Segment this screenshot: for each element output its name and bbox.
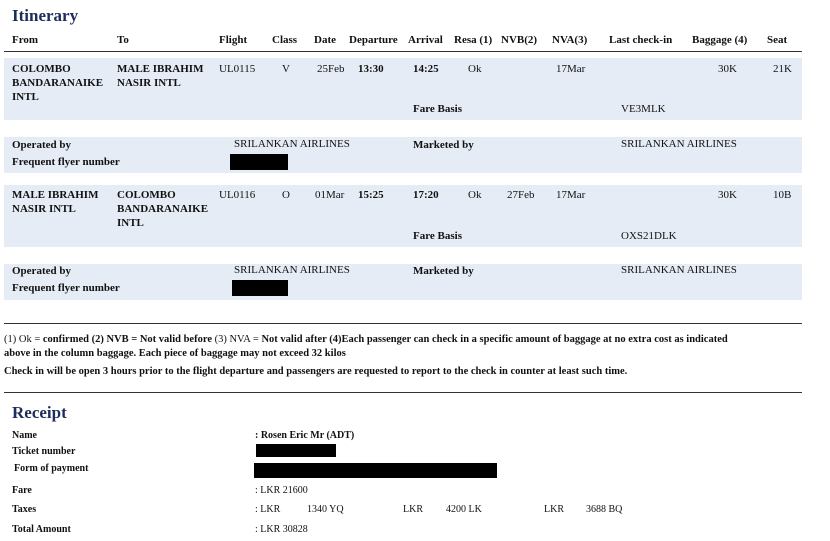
note-nva: Not valid after (4)Each passenger can check in a specific amount of baggage at no extra cost as indicated — [261, 334, 728, 345]
col-from: From — [12, 34, 39, 46]
header-divider — [4, 51, 802, 52]
notes-line-3: Check in will be open 3 hours prior to the flight departure and passengers are requested to report to the check in counter at least such time. — [4, 366, 628, 377]
notes-bottom-divider — [4, 392, 802, 393]
segment-to: MALE IBRAHIM — [117, 63, 204, 75]
fare-basis-label: Fare Basis — [413, 230, 462, 242]
col-flight: Flight — [219, 34, 248, 46]
segment-nva: 17Mar — [556, 63, 586, 75]
marketed-by-value: SRILANKAN AIRLINES — [621, 264, 737, 276]
fare-basis-value: OXS21DLK — [621, 230, 677, 242]
segment-from: BANDARANAIKE — [12, 77, 104, 89]
segment-class: V — [282, 63, 290, 75]
segment-date: 25Feb — [317, 63, 345, 75]
col-arrival: Arrival — [408, 34, 443, 46]
col-departure: Departure — [349, 34, 398, 46]
notes-line-2: above in the column baggage. Each piece of baggage may not exceed 32 kilos — [4, 348, 346, 359]
segment-to: INTL — [117, 217, 144, 229]
redacted-payment — [254, 463, 497, 478]
ffn-label: Frequent flyer number — [12, 282, 120, 294]
col-class: Class — [272, 34, 298, 46]
segment-seat: 21K — [773, 63, 792, 75]
segment-nva: 17Mar — [556, 189, 586, 201]
segment-from: MALE IBRAHIM — [12, 189, 99, 201]
segment-class: O — [282, 189, 290, 201]
notes-top-divider — [4, 323, 802, 324]
receipt-ticket-label: Ticket number — [12, 446, 76, 457]
fare-basis-value: VE3MLK — [621, 103, 666, 115]
operated-by-value: SRILANKAN AIRLINES — [234, 138, 350, 150]
receipt-payment-label: Form of payment — [14, 463, 89, 474]
col-date: Date — [314, 34, 336, 46]
receipt-name-value: : Rosen Eric Mr (ADT) — [255, 430, 355, 441]
segment-flight: UL0115 — [219, 63, 256, 75]
segment-resa: Ok — [468, 63, 482, 75]
tax-3-currency: LKR — [544, 504, 564, 515]
operated-by-value: SRILANKAN AIRLINES — [234, 264, 350, 276]
segment-from: NASIR INTL — [12, 203, 76, 215]
receipt-name-label: Name — [12, 430, 37, 441]
segment-baggage: 30K — [718, 189, 737, 201]
ffn-label: Frequent flyer number — [12, 156, 120, 168]
segment-departure: 13:30 — [358, 63, 384, 75]
notes-line-1 — [4, 334, 728, 345]
col-resa: Resa (1) — [454, 34, 493, 46]
segment-to: BANDARANAIKE — [117, 203, 209, 215]
col-nvb: NVB(2) — [501, 34, 538, 46]
segment-nvb: 27Feb — [507, 189, 535, 201]
tax-3-value: 3688 BQ — [586, 504, 623, 515]
receipt-total-value: : LKR 30828 — [255, 524, 308, 535]
receipt-fare-value: : LKR 21600 — [255, 485, 308, 496]
segment-baggage: 30K — [718, 63, 737, 75]
note-ok: (1) Ok = — [4, 334, 43, 345]
tax-2-value: 4200 LK — [446, 504, 482, 515]
marketed-by-label: Marketed by — [413, 265, 474, 277]
receipt-taxes-label: Taxes — [12, 504, 37, 515]
segment-to: NASIR INTL — [117, 77, 181, 89]
note-nvb: Not valid before — [139, 334, 212, 345]
redacted-ticket-number — [256, 444, 336, 457]
receipt-total-label: Total Amount — [12, 524, 71, 535]
segment-from: COLOMBO — [12, 63, 71, 75]
segment-date: 01Mar — [315, 189, 345, 201]
segment-seat: 10B — [773, 189, 792, 201]
tax-2-currency: LKR — [403, 504, 423, 515]
segment-resa: Ok — [468, 189, 482, 201]
col-to: To — [117, 34, 129, 46]
receipt-title: Receipt — [12, 403, 67, 422]
operated-by-label: Operated by — [12, 265, 71, 277]
segment-arrival: 17:20 — [413, 189, 439, 201]
segment-flight: UL0116 — [219, 189, 256, 201]
tax-1-currency: : LKR — [255, 504, 281, 515]
segment-arrival: 14:25 — [413, 63, 439, 75]
segment-from: INTL — [12, 91, 39, 103]
segment-to: COLOMBO — [117, 189, 176, 201]
col-nva: NVA(3) — [552, 34, 588, 46]
redacted-ffn — [230, 154, 288, 170]
itinerary-title: Itinerary — [12, 6, 79, 25]
redacted-ffn — [232, 280, 288, 296]
col-baggage: Baggage (4) — [692, 34, 748, 46]
marketed-by-label: Marketed by — [413, 139, 474, 151]
operated-by-label: Operated by — [12, 139, 71, 151]
note-nva-prefix: (3) NVA = — [211, 334, 262, 345]
segment-departure: 15:25 — [358, 189, 384, 201]
col-seat: Seat — [767, 34, 788, 46]
fare-basis-label: Fare Basis — [413, 103, 462, 115]
note-confirmed: confirmed (2) NVB = — [42, 334, 140, 345]
tax-1-value: 1340 YQ — [307, 504, 344, 515]
col-last-checkin: Last check-in — [609, 34, 673, 46]
marketed-by-value: SRILANKAN AIRLINES — [621, 138, 737, 150]
receipt-fare-label: Fare — [12, 485, 32, 496]
